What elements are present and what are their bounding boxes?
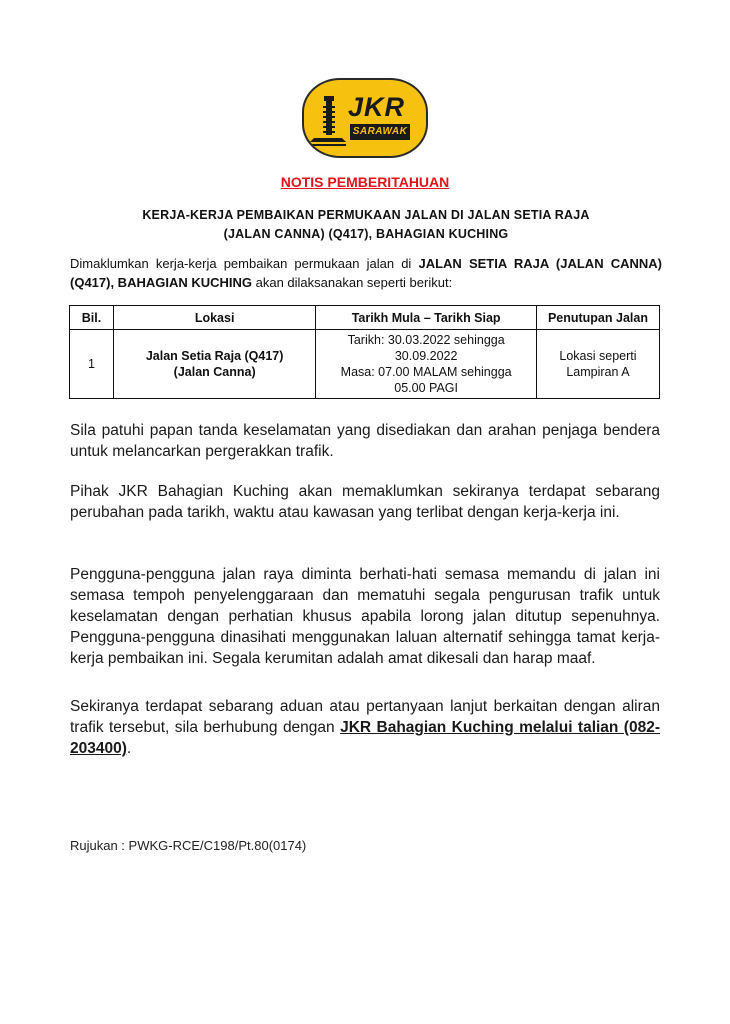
- table-row: [70, 330, 660, 399]
- logo-text-jkr: JKR: [348, 92, 406, 122]
- header-tarikh: Tarikh Mula – Tarikh Siap: [316, 306, 537, 330]
- penutupan-line-2: Lampiran A: [566, 365, 630, 379]
- cell-penutupan: [536, 330, 659, 399]
- intro-paragraph: [70, 254, 662, 292]
- cell-lokasi: [113, 330, 315, 399]
- intro-location: JALAN SETIA RAJA (JALAN CANNA) (Q417), BAHAGIAN KUCHING: [70, 256, 662, 290]
- header-lokasi: Lokasi: [113, 306, 315, 330]
- logo-text-sarawak: SARAWAK: [350, 124, 410, 140]
- tarikh-line-1: Tarikh: 30.03.2022 sehingga: [347, 333, 505, 347]
- road-users-paragraph: Pengguna-pengguna jalan raya diminta berhati-hati semasa memandu di jalan ini semasa tempoh penyelenggaraan dan mematuhi segala pengurusan trafik untuk keselamatan dengan perhatian khusus apabila lorong jalan ditutup sepenuhnya. Pengguna-pengguna dinasihati menggunakan laluan alternatif sehingga tamat kerja-kerja pembaikan ini. Segala kerumitan adalah amat dikesali dan harap maaf.: [70, 566, 660, 667]
- safety-paragraph: Sila patuhi papan tanda keselamatan yang disediakan dan arahan penjaga bendera untuk melancarkan pergerakkan trafik.: [70, 422, 660, 460]
- notice-title: NOTIS PEMBERITAHUAN: [280, 174, 450, 190]
- subtitle-line-2: (JALAN CANNA) (Q417), BAHAGIAN KUCHING: [223, 227, 509, 241]
- contact-paragraph: [70, 696, 660, 759]
- lokasi-line-1: Jalan Setia Raja (Q417): [145, 349, 284, 363]
- table-header-row: [70, 306, 660, 330]
- works-table: [69, 305, 660, 399]
- reference-number: Rujukan : PWKG-RCE/C198/Pt.80(0174): [70, 838, 307, 853]
- contact-suffix: .: [126, 740, 132, 757]
- notice-subtitle: [70, 206, 662, 244]
- intro-prefix: Dimaklumkan kerja-kerja pembaikan permukaan jalan di: [70, 256, 419, 271]
- cell-bil: 1: [70, 330, 114, 399]
- header-penutupan: Penutupan Jalan: [536, 306, 659, 330]
- masa-line-2: 05.00 PAGI: [394, 381, 458, 395]
- header-bil: Bil.: [70, 306, 114, 330]
- tarikh-line-2: 30.09.2022: [394, 349, 458, 363]
- subtitle-line-1: KERJA-KERJA PEMBAIKAN PERMUKAAN JALAN DI JALAN SETIA RAJA: [142, 208, 590, 222]
- changes-paragraph: Pihak JKR Bahagian Kuching akan memaklumkan sekiranya terdapat sebarang perubahan pada tarikh, waktu atau kawasan yang terlibat dengan kerja-kerja ini.: [70, 483, 660, 521]
- contact-prefix: Sekiranya terdapat sebarang aduan atau pertanyaan lanjut berkaitan dengan aliran trafik tersebut, sila berhubung dengan: [70, 698, 660, 736]
- intro-suffix: akan dilaksanakan seperti berikut:: [252, 275, 453, 290]
- masa-line-1: Masa: 07.00 MALAM sehingga: [340, 365, 512, 379]
- lokasi-line-2: (Jalan Canna): [173, 365, 256, 379]
- jkr-sarawak-logo: [302, 78, 428, 158]
- contact-info: JKR Bahagian Kuching melalui talian (082-203400): [70, 719, 660, 757]
- cell-tarikh: [316, 330, 537, 399]
- penutupan-line-1: Lokasi seperti: [559, 349, 637, 363]
